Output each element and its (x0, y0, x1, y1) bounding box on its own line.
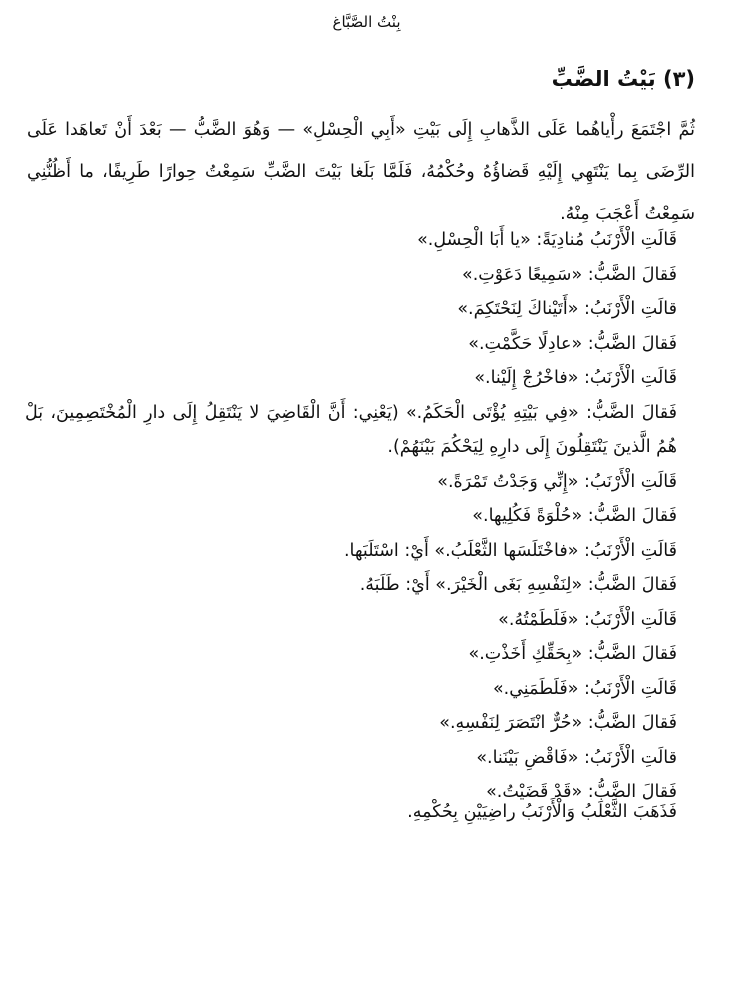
dialogue-line: فَقالَ الضَّبُّ: «بِحَقِّكِ أَخَذْتِ.» (468, 644, 677, 664)
closing-line: فَذَهَبَ الثَّعْلَبُ وَالْأَرْنَبُ راضِيَيْنِ بِحُكْمِهِ. (407, 802, 677, 822)
dialogue-line: فَقالَ الضَّبُّ: «حُلْوَةً فَكُلِيها.» (472, 506, 677, 526)
chapter-title: (٣) بَيْتُ الضَّبِّ (551, 67, 695, 91)
dialogue-line: فَقالَ الضَّبُّ: «حُرٌّ انْتَصَرَ لِنَفْسِهِ.» (439, 713, 677, 733)
dialogue-line: قَالَتِ الْأَرْنَبُ: «فاخْتَلَسَها الثَّعْلَبُ.» أَيْ: اسْتَلَبَها. (343, 540, 677, 561)
dialogue-line: قَالَتِ الْأَرْنَبُ مُنادِيَةً: «يا أَبَا الْحِسْلِ.» (417, 230, 677, 250)
dialogue-line: قَالَتِ الْأَرْنَبُ: «فاخْرُجْ إِلَيْنا.» (474, 368, 677, 388)
dialogue-line: قَالَتِ الْأَرْنَبُ: «فَلَطَمْتُهُ.» (498, 609, 677, 630)
dialogue-line: فَقالَ الضَّبُّ: «عادِلًا حَكَّمْتِ.» (468, 333, 677, 354)
dialogue-line: فَقالَ الضَّبُّ: «فِي بَيْتِهِ يُؤْتَى الْحَكَمُ.» (يَعْنِي: أَنَّ الْقَاضِيَ لا يَنْتَقِلُ إِلَى دارِ الْمُخْتَصِمِينَ، بَلْ هُمُ الَّذينَ يَنْتَقِلُونَ إِلَى دارِهِ لِيَحْكُمَ بَيْنَهُمْ). (25, 402, 677, 457)
dialogue-line: فَقالَ الضَّبُّ: «سَمِيعًا دَعَوْتِ.» (462, 264, 677, 285)
dialogue-line: قَالَتِ الْأَرْنَبُ: «إِنِّي وَجَدْتُ تَمْرَةً.» (437, 471, 677, 492)
dialogue-list (25, 223, 695, 810)
intro-paragraph: ثُمَّ اجْتَمَعَ رأْياهُما عَلَى الذَّهابِ إِلَى بَيْتِ «أَبِي الْحِسْلِ» — وَهُوَ الضَّبُّ — بَعْدَ أَنْ تَعاهَدا عَلَى الرِّضَى بِما يَنْتَهِي إِلَيْهِ قَضاؤُهُ وحُكْمُهُ، فَلَمَّا بَلَغا بَيْتَ الضَّبِّ سَمِعْتُ حِوارًا طَرِيفًا، ما أَظُنُّنِي سَمِعْتُ أَعْجَبَ مِنْهُ. (27, 120, 695, 224)
dialogue-line: فَقالَ الضَّبُّ: «قَدْ قَضَيْتُ.» (486, 782, 677, 802)
dialogue-line: قالَتِ الْأَرْنَبُ: «فَاقْضِ بَيْنَنا.» (476, 747, 677, 768)
dialogue-line: فَقالَ الضَّبُّ: «لِنَفْسِهِ بَغَى الْخَيْرَ.» أَيْ: طَلَبَهُ. (359, 575, 677, 595)
dialogue-line: قَالَتِ الْأَرْنَبُ: «فَلَطَمَنِي.» (492, 678, 677, 699)
running-header: بِنْتُ الصَّبَّاغ (332, 13, 401, 31)
dialogue-line: قالَتِ الْأَرْنَبُ: «أَتَيْناكَ لِنَحْتَكِمَ.» (457, 299, 677, 319)
